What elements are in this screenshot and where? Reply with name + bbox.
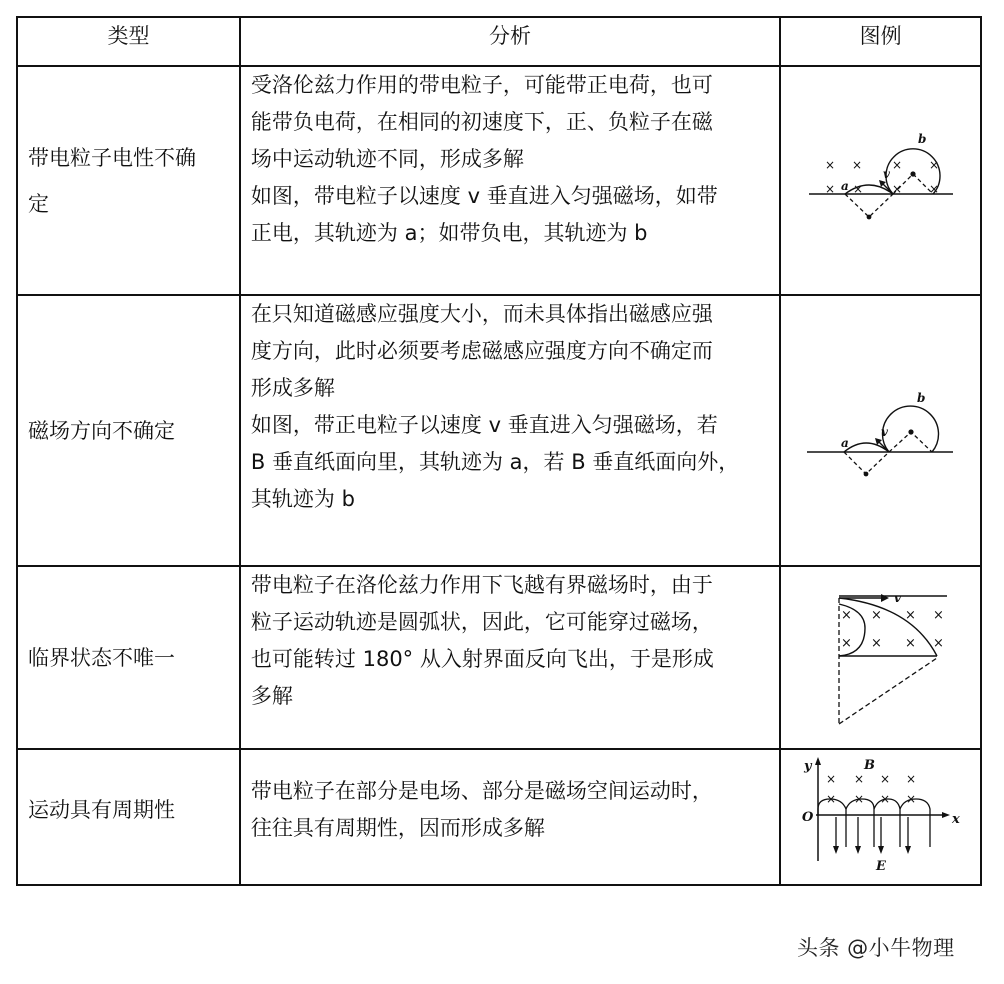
svg-text:×: ×	[840, 635, 852, 651]
type-text: 运动具有周期性	[28, 798, 175, 822]
periodic-motion-diagram	[796, 755, 966, 879]
analysis-text: 如图，带正电粒子以速度 v 垂直进入匀强磁场，若	[250, 413, 718, 437]
figure-cell	[780, 749, 981, 885]
svg-text:×: ×	[891, 157, 902, 172]
analysis-text: 也可能转过 180° 从入射界面反向飞出，于是形成	[250, 647, 714, 671]
analysis-text: 能带负电荷，在相同的初速度下，正、负粒子在磁	[250, 110, 713, 134]
analysis-cell	[240, 749, 780, 885]
analysis-text: 带电粒子在洛伦兹力作用下飞越有界磁场时，由于	[250, 573, 713, 597]
svg-text:×: ×	[905, 772, 916, 786]
field-direction-trajectories-diagram	[801, 376, 961, 486]
header-figure: 图例	[780, 17, 981, 66]
svg-text:×: ×	[840, 607, 852, 623]
figure-cell	[780, 566, 981, 749]
multi-solution-table	[16, 16, 982, 886]
figure-cell	[780, 66, 981, 295]
analysis-text: 在只知道磁感应强度大小，而未具体指出磁感应强	[250, 302, 713, 326]
analysis-text: 往往具有周期性，因而形成多解	[250, 816, 545, 840]
svg-text:×: ×	[879, 772, 890, 786]
type-text: 临界状态不唯一	[28, 645, 175, 670]
table-row	[17, 749, 981, 885]
svg-text:×: ×	[825, 792, 836, 806]
type-cell	[17, 66, 240, 295]
svg-text:×: ×	[904, 607, 916, 623]
figure-cell	[780, 295, 981, 566]
svg-text:×: ×	[852, 181, 863, 196]
table-header-row	[17, 17, 981, 66]
svg-text:×: ×	[932, 607, 944, 623]
type-text: 带电粒子电性不确	[28, 145, 196, 170]
analysis-text: 其轨迹为 b	[250, 487, 355, 511]
label-v: v	[882, 166, 890, 181]
analysis-text: B 垂直纸面向里，其轨迹为 a，若 B 垂直纸面向外，	[250, 450, 740, 474]
opposite-charge-trajectories-diagram	[801, 126, 961, 236]
label-b: b	[916, 390, 925, 405]
svg-text:×: ×	[928, 157, 939, 172]
svg-text:×: ×	[851, 157, 862, 172]
analysis-text: 形成多解	[250, 376, 335, 400]
svg-text:×: ×	[824, 157, 835, 172]
label-v: v	[893, 590, 901, 605]
svg-text:×: ×	[870, 635, 882, 651]
svg-text:×: ×	[870, 607, 882, 623]
analysis-text: 带电粒子在部分是电场、部分是磁场空间运动时，	[250, 779, 713, 803]
type-text: 磁场方向不确定	[28, 418, 175, 443]
label-a: a	[840, 178, 849, 193]
analysis-text: 场中运动轨迹不同，形成多解	[250, 147, 524, 171]
analysis-text: 粒子运动轨迹是圆弧状，因此，它可能穿过磁场，	[250, 610, 713, 634]
analysis-cell	[240, 295, 780, 566]
analysis-cell	[240, 566, 780, 749]
label-v: v	[880, 424, 888, 439]
label-B: B	[863, 758, 875, 773]
analysis-text: 正电，其轨迹为 a；如带负电，其轨迹为 b	[250, 221, 648, 245]
svg-text:×: ×	[879, 792, 890, 806]
table-row	[17, 566, 981, 749]
analysis-text: 度方向，此时必须要考虑磁感应强度方向不确定而	[250, 339, 713, 363]
analysis-cell	[240, 66, 780, 295]
svg-text:×: ×	[824, 181, 835, 196]
svg-text:×: ×	[891, 181, 902, 196]
watermark: 头条 @小牛物理	[797, 936, 955, 960]
label-y: y	[803, 759, 812, 774]
type-cell	[17, 749, 240, 885]
type-cell	[17, 566, 240, 749]
svg-text:×: ×	[825, 772, 836, 786]
label-b: b	[917, 131, 926, 146]
header-analysis: 分析	[240, 17, 780, 66]
svg-text:×: ×	[932, 635, 944, 651]
label-x: x	[951, 812, 960, 827]
bounded-field-critical-diagram	[801, 578, 961, 738]
analysis-text: 多解	[250, 684, 293, 708]
label-origin: O	[801, 810, 813, 825]
svg-text:×: ×	[853, 792, 864, 806]
svg-text:×: ×	[905, 792, 916, 806]
svg-text:×: ×	[853, 772, 864, 786]
label-a: a	[840, 435, 849, 450]
analysis-text: 如图，带电粒子以速度 v 垂直进入匀强磁场，如带	[250, 184, 718, 208]
table-row	[17, 66, 981, 295]
table-row	[17, 295, 981, 566]
header-type: 类型	[17, 17, 240, 66]
type-cell	[17, 295, 240, 566]
svg-text:×: ×	[904, 635, 916, 651]
type-text: 定	[28, 191, 49, 216]
analysis-text: 受洛伦兹力作用的带电粒子，可能带正电荷，也可	[250, 73, 713, 97]
svg-text:×: ×	[928, 181, 939, 196]
label-E: E	[875, 859, 886, 874]
